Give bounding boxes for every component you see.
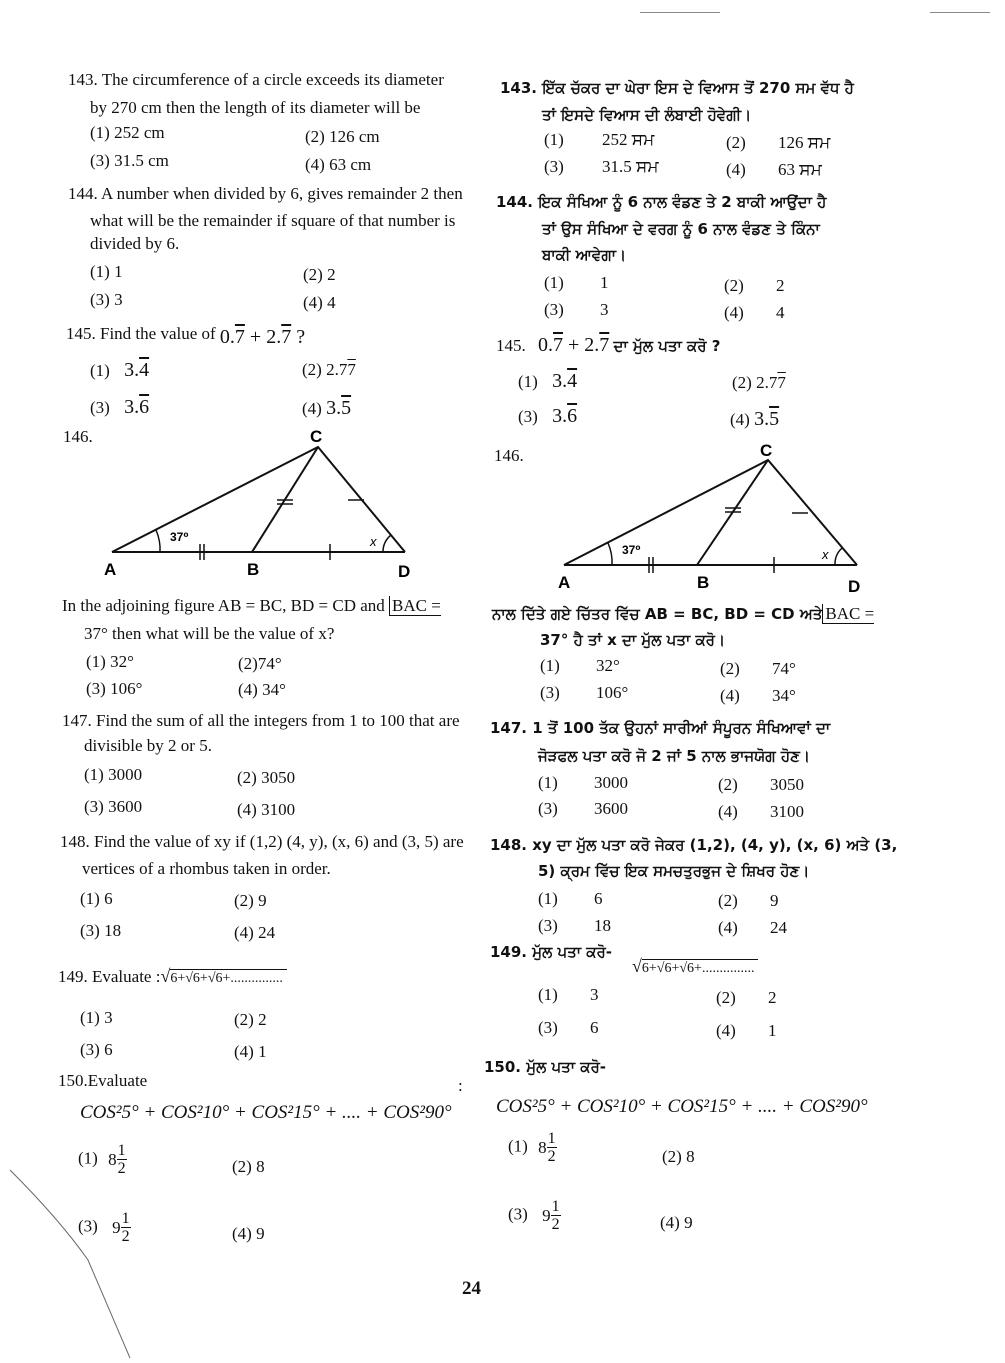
q144-option: (2) 2 [303,265,336,284]
q150-expression: COS²5° + COS²10° + COS²15° + .... + COS²90° [80,1102,452,1123]
q149-pa-option: 1 [768,1021,777,1040]
q143-pa-option: 252 ਸਮ [602,130,655,149]
q145-pa-number: 145. [496,336,526,355]
vertex-a-label-pa: A [558,573,571,592]
q148-pa-option: 9 [770,891,779,910]
q147-pa-line2: ਜੋੜਫਲ ਪਤਾ ਕਰੋ ਜੋ 2 ਜਾਂ 5 ਨਾਲ ਭਾਜਯੋਗ ਹੋਣ। [538,747,810,765]
q149-pa-option: 2 [768,988,777,1007]
q149-pa-expression-wrap: √6+√6+√6+............... [632,956,758,979]
q146-pa-line2: 37° ਹੈ ਤਾਂ x ਦਾ ਮੁੱਲ ਪਤਾ ਕਰੋ। [540,631,726,649]
q147-pa-option: (4) [718,802,738,821]
q147-pa-option: (1) [538,773,558,792]
q148-pa-option: 6 [594,889,603,908]
q144-pa-option: 2 [776,276,785,295]
q147-line1: 147. Find the sum of all the integers from 1 to 100 that are [62,711,460,730]
q149-option: (3) 6 [80,1040,113,1059]
q149-option: (1) 3 [80,1008,113,1027]
q145-stem: 145. Find the value of [66,324,216,343]
q149-pa-option: (3) [538,1018,558,1037]
q146-line1: In the adjoining figure AB = BC, BD = CD and BAC = [62,596,441,615]
q147-option: (2) 3050 [237,768,296,787]
q145-pa-option-3: (3) 3.6 [518,405,578,427]
q150-option-3: (3) 9 $\frac{1}{2}$ [78,1210,130,1245]
q144-option: (3) 3 [90,290,123,309]
q150-pa-stem: 150. ਮੁੱਲ ਪਤਾ ਕਰੋ- [484,1058,607,1076]
q149-option: (4) 1 [234,1042,267,1061]
q147-pa-option: 3100 [770,802,804,821]
q146-option: (4) 34° [238,680,286,699]
triangle-figure-pa [552,440,872,598]
q145-pa-option-1: (1) 3.4 [518,370,578,392]
q146-number: 146. [63,427,93,446]
unknown-angle-label-pa: x [822,547,829,562]
q145-expression: 0.7 + 2.7 ? [219,326,306,348]
q143-option: (3) 31.5 cm [90,151,169,170]
vertex-b-label-pa: B [697,573,710,592]
q144-option: (4) 4 [303,293,336,312]
q143-pa-option: 126 ਸਮ [778,133,831,152]
q145-option-2: (2) 2.77 [302,360,356,379]
q145-pa-question [496,335,720,356]
q147-option: (4) 3100 [237,800,296,819]
q148-pa-option: (1) [538,889,558,908]
q143-option: (1) 252 cm [90,123,165,142]
q144-pa-option: 4 [776,303,785,322]
triangle-figure [100,425,420,580]
q144-pa-line2: ਤਾਂ ਉਸ ਸੰਖਿਆ ਦੇ ਵਰਗ ਨੂੰ 6 ਨਾਲ ਵੰਡਣ ਤੇ ਕਿੰਨਾ [542,220,820,238]
q147-pa-option: (2) [718,775,738,794]
q146-pa-option: (2) [720,659,740,678]
q144-pa-option: (4) [724,303,744,322]
q147-pa-option: 3600 [594,799,628,818]
q150-option-2: (2) 8 [232,1157,265,1176]
q149-question: 149. Evaluate :√6+√6+√6+............... [58,966,287,989]
q148-option: (4) 24 [234,923,276,942]
q149-pa-option: (1) [538,985,558,1004]
punjabi-column [484,0,1005,1300]
vertex-b-label: B [247,560,260,579]
q144-pa-line3: ਬਾਕੀ ਆਵੇਗਾ। [542,246,627,264]
q148-pa-line2: 5) ਕ੍ਰਮ ਵਿੱਚ ਇਕ ਸਮਚਤੁਰਭੁਜ ਦੇ ਸ਼ਿਖਰ ਹੋਣ। [538,862,810,880]
q143-option: (4) 63 cm [305,155,372,174]
q150-pa-option-4: (4) 9 [660,1213,693,1232]
q149-pa-expression: 6+√6+√6+............... [642,959,759,976]
q145-question [66,323,306,348]
q144-line1: 144. A number when divided by 6, gives remainder 2 then [68,184,463,203]
q143-pa-option: (4) [726,160,746,179]
q150-pa-option-3: (3) 9 $\frac{1}{2}$ [508,1198,560,1233]
pen-mark [0,1160,140,1360]
q149-pa-option: 3 [590,985,599,1004]
q143-pa-option: (3) [544,157,564,176]
q148-option: (2) 9 [234,891,267,910]
q147-option: (3) 3600 [84,797,143,816]
q148-option: (3) 18 [80,921,122,940]
q146-pa-option: 106° [596,683,629,702]
angle-label-pa: 37⁰ [622,543,641,557]
q146-pa-number: 146. [494,446,524,465]
q149-expression: 6+√6+√6+............... [170,969,287,986]
vertex-a-label: A [104,560,117,579]
q148-line1: 148. Find the value of xy if (1,2) (4, y), (x, 6) and (3, 5) are [60,832,464,851]
q144-pa-option: (2) [724,276,744,295]
q147-pa-option: (3) [538,799,558,818]
q150-option-4: (4) 9 [232,1224,265,1243]
q147-option: (1) 3000 [84,765,143,784]
q144-option: (1) 1 [90,262,123,281]
q146-pa-option: (1) [540,656,560,675]
q146-pa-option: 34° [772,686,796,705]
q146-pa-option: 74° [772,659,796,678]
q149-pa-option: (4) [716,1021,736,1040]
q150-pa-option-2: (2) 8 [662,1147,695,1166]
q144-pa-option: (3) [544,300,564,319]
q146-pa-option: (3) [540,683,560,702]
q146-option: (3) 106° [86,679,143,698]
q148-pa-option: (2) [718,891,738,910]
q143-pa-option: 31.5 ਸਮ [602,157,659,176]
q145-pa-stem: ਦਾ ਮੁੱਲ ਪਤਾ ਕਰੋ ? [613,337,721,355]
q144-pa-option: 1 [600,273,609,292]
vertex-c-label: C [310,427,323,446]
q150-option-1: (1) 8 $\frac{1}{2}$ [78,1142,126,1177]
q148-pa-option: (3) [538,916,558,935]
q145-pa-option-4: (4) 3.5 [730,408,780,430]
q143-line2: by 270 cm then the length of its diameter will be [90,98,421,117]
q143-pa-option: 63 ਸਮ [778,160,822,179]
q146-line2: 37° then what will be the value of x? [84,624,335,643]
q150-pa-option-1: (1) 8 $\frac{1}{2}$ [508,1130,556,1165]
angle-label: 37⁰ [170,530,189,544]
q144-pa-option: (1) [544,273,564,292]
q143-pa-line1: 143. ਇੱਕ ਚੱਕਰ ਦਾ ਘੇਰਾ ਇਸ ਦੇ ਵਿਆਸ ਤੋਂ 270 ਸਮ ਵੱਧ ਹੈ [500,79,854,97]
q143-line1: 143. The circumference of a circle exceeds its diameter [68,70,444,89]
q143-pa-line2: ਤਾਂ ਇਸਦੇ ਵਿਆਸ ਦੀ ਲੰਬਾਈ ਹੋਵੇਗੀ। [542,106,752,124]
q147-line2: divisible by 2 or 5. [84,736,212,755]
q149-option: (2) 2 [234,1010,267,1029]
english-column [0,0,490,1300]
q144-line3: divided by 6. [90,234,180,253]
q145-pa-expression: 0.7 + 2.7 [538,334,610,356]
q149-pa-option: 6 [590,1018,599,1037]
q147-pa-line1: 147. 1 ਤੋਂ 100 ਤੱਕ ਉਹਨਾਂ ਸਾਰੀਆਂ ਸੰਪੂਰਨ ਸੰਖਿਆਵਾਂ ਦਾ [490,719,831,737]
q144-pa-option: 3 [600,300,609,319]
page-number: 24 [462,1278,481,1299]
q144-line2: what will be the remainder if square of that number is [90,211,456,230]
q146-pa-option: 32° [596,656,620,675]
q144-pa-line1: 144. ਇਕ ਸੰਖਿਆ ਨੂੰ 6 ਨਾਲ ਵੰਡਣ ਤੇ 2 ਬਾਕੀ ਆਉਂਦਾ ਹੈ [496,193,827,211]
q146-option: (1) 32° [86,652,134,671]
q150-stem: 150.Evaluate [58,1071,148,1090]
q149-pa-stem: 149. ਮੁੱਲ ਪਤਾ ਕਰੋ- [490,943,613,961]
vertex-d-label: D [398,562,411,581]
q148-line2: vertices of a rhombus taken in order. [82,859,331,878]
q146-pa-option: (4) [720,686,740,705]
q148-pa-option: 18 [594,916,611,935]
vertex-c-label-pa: C [760,441,773,460]
q150-colon: : [458,1076,463,1095]
q148-option: (1) 6 [80,889,113,908]
q147-pa-option: 3000 [594,773,628,792]
q146-pa-line1: ਨਾਲ ਦਿੱਤੇ ਗਏ ਚਿੱਤਰ ਵਿੱਚ AB = BC, BD = CD ਅਤੇ BAC = [492,604,875,623]
q145-option-3: (3) 3.6 [90,396,150,418]
q150-pa-expression: COS²5° + COS²10° + COS²15° + .... + COS²90° [496,1096,868,1117]
vertex-d-label-pa: D [848,577,861,596]
q148-pa-line1: 148. xy ਦਾ ਮੁੱਲ ਪਤਾ ਕਰੋ ਜੇਕਰ (1,2), (4, y), (x, 6) ਅਤੇ (3, [490,836,898,854]
q145-option-4: (4) 3.5 [302,397,352,419]
q143-pa-option: (1) [544,130,564,149]
q145-pa-option-2: (2) 2.77 [732,373,786,392]
q145-option-1: (1) 3.4 [90,359,150,381]
q148-pa-option: 24 [770,918,787,937]
q147-pa-option: 3050 [770,775,804,794]
q143-option: (2) 126 cm [305,127,380,146]
q148-pa-option: (4) [718,918,738,937]
q146-option: (2)74° [238,654,282,673]
unknown-angle-label: x [370,534,377,549]
q149-pa-option: (2) [716,988,736,1007]
q143-pa-option: (2) [726,133,746,152]
